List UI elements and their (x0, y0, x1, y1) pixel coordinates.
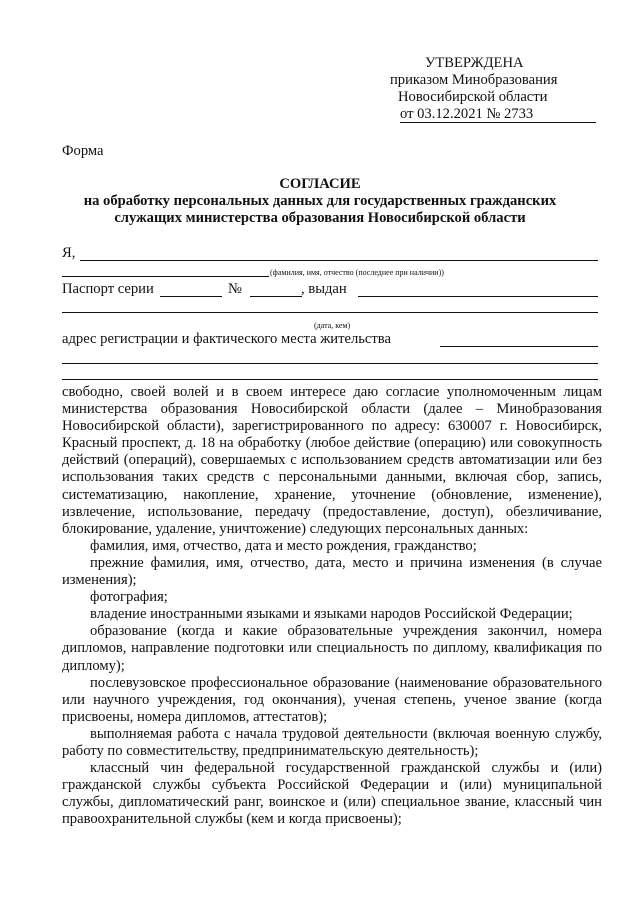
consent-body (62, 384, 602, 828)
issued-by-field[interactable] (358, 296, 598, 297)
data-item-photo: фотография; (90, 589, 168, 606)
approval-line-2: приказом Минобразования (390, 72, 558, 88)
issued-label: , выдан (301, 281, 347, 297)
date-caption: (дата, кем) (314, 321, 351, 330)
form-label: Форма (62, 143, 104, 159)
data-item-work-history: выполняемая работа с начала трудовой деятельности (включая военную службу, работу по совместительству, предпринимательскую деятельность); (62, 725, 602, 759)
issued-by-field-2[interactable] (62, 312, 598, 313)
data-item-fio: фамилия, имя, отчество, дата и место рождения, гражданство; (90, 537, 477, 554)
passport-number-label: № (228, 281, 242, 297)
document-subtitle-1: на обработку персональных данных для государственных гражданских (83, 193, 557, 209)
address-field-3[interactable] (62, 379, 598, 380)
data-item-class-rank: классный чин федеральной государственной гражданской службы и (или) гражданской службы субъекта Российской Федерации и (или) муниципальной службы, дипломатический ранг, воинское и (или) специальное звание, классный чин правоохранительной службы (кем и когда присвоены); (62, 760, 602, 828)
address-field[interactable] (440, 346, 598, 347)
i-label: Я, (62, 245, 76, 261)
approval-line-1: УТВЕРЖДЕНА (425, 55, 524, 71)
consent-paragraph: свободно, своей волей и в своем интересе даю согласие уполномоченным лицам министерства образования Новосибирской области (далее – Минобразования Новосибирской области), зарегистрированного по адресу: 630007 г. Новосибирск, Красный проспект, д. 18 на обработку (любое действие (операцию) или совокупность действий (операций), совершаемых с использованием средств автоматизации или без использования таких средств с персональными данными, включая сбор, запись, систематизацию, накопление, хранение, уточнение (обновление, изменение), извлечение, использование, передачу (предоставление, доступ), обезличивание, блокирование, удаление, уничтожение) следующих персональных данных: (62, 384, 602, 537)
fio-caption: (фамилия, имя, отчество (последнее при наличии)) (270, 268, 444, 277)
data-item-previous-names: прежние фамилия, имя, отчество, дата, место и причина изменения (в случае изменения); (62, 554, 602, 589)
approval-line-4: от 03.12.2021 № 2733 (400, 106, 596, 123)
passport-series-label: Паспорт серии (62, 281, 154, 297)
address-field-2[interactable] (62, 363, 598, 364)
fio-field-line-2[interactable] (62, 276, 269, 277)
passport-number-field[interactable] (250, 296, 302, 297)
document-subtitle-2: служащих министерства образования Новосибирской области (114, 210, 526, 226)
address-label: адрес регистрации и фактического места жительства (62, 331, 391, 347)
data-item-postgraduate: послевузовское профессиональное образование (наименование образовательного или научного учреждения, год окончания), ученая степень, ученое звание (когда присвоены, номера дипломов, аттестатов); (62, 674, 602, 725)
passport-series-field[interactable] (160, 296, 222, 297)
fio-field-line[interactable] (80, 260, 598, 261)
data-item-languages: владение иностранными языками и языками народов Российской Федерации; (90, 606, 573, 623)
data-item-education: образование (когда и какие образовательные учреждения закончил, номера дипломов, направление подготовки или специальность по диплому, квалификация по диплому); (62, 623, 602, 674)
approval-line-3: Новосибирской области (398, 89, 548, 105)
document-title: СОГЛАСИЕ (279, 176, 361, 192)
